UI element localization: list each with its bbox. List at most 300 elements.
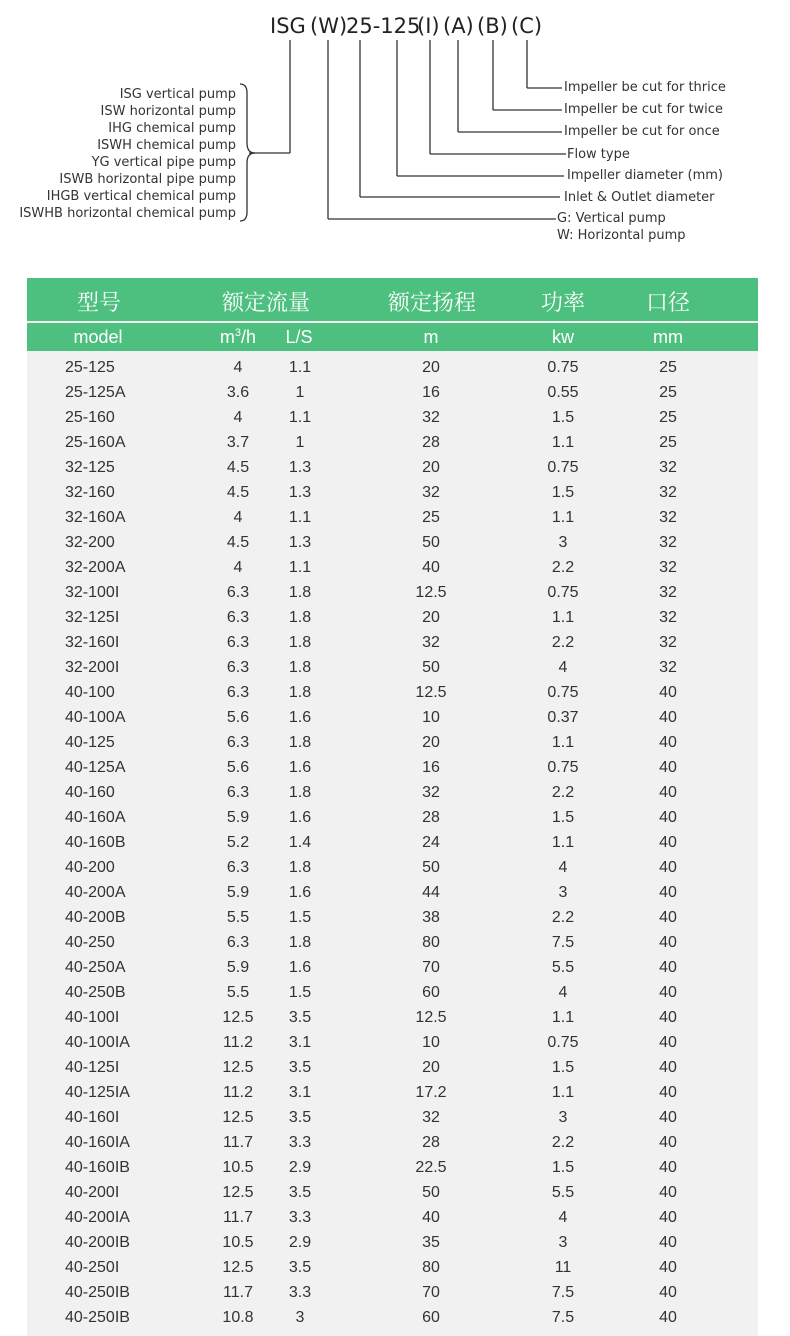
cell-flow-ls: 2.9	[288, 1159, 312, 1176]
cell-diameter: 40	[659, 1309, 677, 1326]
cell-model: 40-100	[65, 684, 115, 701]
code-part-cut-twice: (B)	[477, 14, 508, 38]
cell-diameter: 40	[659, 1234, 677, 1251]
cell-diameter: 40	[659, 959, 677, 976]
cell-flow-m3h: 4	[233, 409, 243, 426]
cell-flow-ls: 1.5	[288, 984, 312, 1001]
table-row	[27, 507, 758, 532]
cell-head: 32	[422, 409, 440, 426]
cell-flow-ls: 1	[295, 434, 305, 451]
cell-head: 12.5	[415, 684, 447, 701]
cell-power: 0.75	[547, 759, 579, 776]
cell-power: 1.5	[551, 1059, 575, 1076]
cell-flow-ls: 1.3	[288, 484, 312, 501]
code-part-horizontal: (W)	[310, 14, 348, 38]
cell-power: 2.2	[551, 559, 575, 576]
cell-model: 25-160A	[65, 434, 126, 451]
cell-model: 25-125A	[65, 384, 126, 401]
cell-power: 3	[558, 1109, 568, 1126]
cell-flow-m3h: 10.5	[222, 1234, 254, 1251]
cell-diameter: 40	[659, 759, 677, 776]
cell-head: 32	[422, 1109, 440, 1126]
cell-diameter: 40	[659, 1084, 677, 1101]
cell-flow-ls: 1.6	[288, 759, 312, 776]
cell-model: 40-200IA	[65, 1209, 130, 1226]
cell-flow-m3h: 10.8	[222, 1309, 254, 1326]
table-row	[27, 557, 758, 582]
cell-head: 44	[422, 884, 440, 901]
cell-power: 1.1	[551, 509, 575, 526]
table-row	[27, 607, 758, 632]
cell-flow-ls: 1.5	[288, 909, 312, 926]
cell-power: 4	[558, 1209, 568, 1226]
cell-power: 0.75	[547, 1034, 579, 1051]
cell-flow-m3h: 5.9	[226, 809, 250, 826]
cell-diameter: 40	[659, 809, 677, 826]
cell-power: 4	[558, 859, 568, 876]
cell-flow-m3h: 11.7	[223, 1209, 253, 1226]
cell-flow-ls: 1.8	[288, 859, 312, 876]
code-meaning-label: Flow type	[567, 147, 630, 162]
table-row	[27, 1082, 758, 1107]
cell-power: 7.5	[551, 934, 575, 951]
cell-flow-ls: 1.1	[288, 559, 312, 576]
cell-diameter: 40	[659, 1159, 677, 1176]
cell-diameter: 40	[659, 734, 677, 751]
table-row	[27, 707, 758, 732]
cell-diameter: 25	[659, 409, 677, 426]
cell-flow-ls: 1.1	[288, 359, 312, 376]
cell-power: 1.1	[551, 834, 575, 851]
cell-head: 32	[422, 784, 440, 801]
table-row	[27, 1107, 758, 1132]
cell-head: 12.5	[415, 1009, 447, 1026]
cell-head: 28	[422, 1134, 440, 1151]
table-header-units	[27, 323, 758, 351]
cell-diameter: 40	[659, 909, 677, 926]
cell-model: 40-200B	[65, 909, 126, 926]
table-row	[27, 857, 758, 882]
cell-flow-m3h: 5.6	[226, 759, 250, 776]
table-row	[27, 1032, 758, 1057]
cell-head: 38	[422, 909, 440, 926]
cell-power: 0.37	[547, 709, 579, 726]
cell-flow-m3h: 6.3	[226, 934, 250, 951]
cell-flow-ls: 1.6	[288, 709, 312, 726]
cell-flow-ls: 1.6	[288, 884, 312, 901]
cell-diameter: 40	[659, 834, 677, 851]
pump-series-label: ISG vertical pump	[119, 87, 236, 102]
cell-diameter: 40	[659, 709, 677, 726]
cell-model: 32-125	[65, 459, 115, 476]
cell-model: 32-160A	[65, 509, 126, 526]
cell-power: 2.2	[551, 634, 575, 651]
cell-diameter: 25	[659, 434, 677, 451]
table-row	[27, 1307, 758, 1332]
cell-power: 11	[554, 1259, 572, 1276]
cell-power: 1.1	[551, 734, 575, 751]
cell-flow-ls: 1.1	[288, 409, 312, 426]
cell-power: 5.5	[551, 959, 575, 976]
cell-flow-m3h: 12.5	[222, 1009, 254, 1026]
table-row	[27, 382, 758, 407]
cell-head: 17.2	[415, 1084, 447, 1101]
cell-model: 40-160IB	[65, 1159, 130, 1176]
cell-model: 40-125	[65, 734, 115, 751]
cell-flow-ls: 1.8	[288, 659, 312, 676]
cell-head: 20	[422, 459, 440, 476]
cell-head: 16	[422, 759, 440, 776]
cell-diameter: 40	[659, 1209, 677, 1226]
cell-model: 40-160IA	[65, 1134, 130, 1151]
cell-flow-ls: 1.8	[288, 784, 312, 801]
table-row	[27, 407, 758, 432]
cell-flow-ls: 1.3	[288, 534, 312, 551]
cell-flow-ls: 1.8	[288, 584, 312, 601]
table-row	[27, 757, 758, 782]
header-model-cn: 型号	[76, 291, 122, 316]
cell-flow-m3h: 6.3	[226, 859, 250, 876]
cell-power: 0.75	[547, 684, 579, 701]
table-row	[27, 1207, 758, 1232]
cell-power: 0.75	[547, 359, 579, 376]
model-code-diagram	[0, 0, 790, 262]
cell-diameter: 40	[659, 934, 677, 951]
header-flow-ls: L/S	[285, 327, 313, 347]
cell-flow-m3h: 12.5	[222, 1184, 254, 1201]
cell-diameter: 25	[659, 359, 677, 376]
cell-model: 40-200A	[65, 884, 126, 901]
cell-head: 20	[422, 734, 440, 751]
pump-series-label: ISWH chemical pump	[97, 138, 236, 153]
cell-head: 10	[422, 709, 440, 726]
table-row	[27, 582, 758, 607]
cell-flow-m3h: 4.5	[226, 534, 250, 551]
cell-model: 40-250IB	[65, 1284, 130, 1301]
cell-diameter: 40	[659, 784, 677, 801]
table-row	[27, 982, 758, 1007]
cell-model: 40-160I	[65, 1109, 120, 1126]
cell-flow-m3h: 12.5	[222, 1059, 254, 1076]
cell-model: 40-200I	[65, 1184, 120, 1201]
table-row	[27, 832, 758, 857]
cell-flow-ls: 1.8	[288, 934, 312, 951]
table-row	[27, 432, 758, 457]
cell-flow-ls: 3.3	[288, 1134, 312, 1151]
cell-flow-m3h: 6.3	[226, 684, 250, 701]
code-meaning-label: Impeller be cut for thrice	[564, 80, 726, 95]
cell-flow-m3h: 4	[233, 509, 243, 526]
cell-flow-ls: 1.3	[288, 459, 312, 476]
cell-head: 32	[422, 484, 440, 501]
cell-flow-m3h: 5.2	[226, 834, 250, 851]
cell-flow-m3h: 5.5	[226, 909, 250, 926]
cell-flow-ls: 3.5	[288, 1009, 312, 1026]
table-row	[27, 1157, 758, 1182]
cell-flow-m3h: 12.5	[222, 1259, 254, 1276]
cell-model: 40-200IB	[65, 1234, 130, 1251]
cell-power: 2.2	[551, 784, 575, 801]
cell-diameter: 40	[659, 1109, 677, 1126]
cell-flow-m3h: 5.9	[226, 959, 250, 976]
cell-head: 20	[422, 609, 440, 626]
cell-flow-m3h: 5.5	[226, 984, 250, 1001]
cell-flow-m3h: 4.5	[226, 459, 250, 476]
cell-diameter: 32	[659, 609, 677, 626]
table-row	[27, 782, 758, 807]
cell-flow-ls: 1	[295, 384, 305, 401]
cell-flow-m3h: 6.3	[226, 784, 250, 801]
code-part-series: ISG	[270, 14, 306, 38]
cell-head: 60	[422, 1309, 440, 1326]
cell-head: 50	[422, 1184, 440, 1201]
cell-power: 1.1	[551, 1009, 575, 1026]
table-row	[27, 807, 758, 832]
cell-flow-m3h: 5.6	[226, 709, 250, 726]
cell-flow-ls: 1.6	[288, 959, 312, 976]
cell-power: 0.75	[547, 584, 579, 601]
cell-head: 80	[422, 934, 440, 951]
cell-model: 25-125	[65, 359, 115, 376]
cell-head: 16	[422, 384, 440, 401]
pump-series-label: IHGB vertical chemical pump	[46, 189, 236, 204]
cell-flow-m3h: 4	[233, 559, 243, 576]
table-row	[27, 1232, 758, 1257]
cell-diameter: 40	[659, 684, 677, 701]
cell-model: 40-250IB	[65, 1309, 130, 1326]
code-meaning-label: Impeller be cut for once	[564, 124, 720, 139]
table-row	[27, 357, 758, 382]
code-meaning-label: Inlet & Outlet diameter	[564, 190, 715, 205]
cell-head: 60	[422, 984, 440, 1001]
cell-head: 40	[422, 559, 440, 576]
cell-head: 25	[422, 509, 440, 526]
cell-flow-ls: 1.8	[288, 609, 312, 626]
cell-model: 32-160	[65, 484, 115, 501]
pump-series-label: ISWHB horizontal chemical pump	[19, 206, 236, 221]
cell-head: 28	[422, 434, 440, 451]
table-row	[27, 1057, 758, 1082]
cell-model: 32-200A	[65, 559, 126, 576]
cell-model: 40-100I	[65, 1009, 120, 1026]
cell-head: 35	[422, 1234, 440, 1251]
table-row	[27, 1182, 758, 1207]
cell-power: 2.2	[551, 909, 575, 926]
code-meaning-label: G: Vertical pump	[557, 211, 666, 226]
cell-flow-m3h: 6.3	[226, 609, 250, 626]
cell-head: 20	[422, 359, 440, 376]
cell-power: 3	[558, 1234, 568, 1251]
cell-head: 20	[422, 1059, 440, 1076]
cell-diameter: 32	[659, 534, 677, 551]
table-row	[27, 632, 758, 657]
pump-series-label: YG vertical pipe pump	[91, 155, 236, 170]
cell-model: 40-100IA	[65, 1034, 130, 1051]
table-row	[27, 657, 758, 682]
cell-diameter: 40	[659, 1009, 677, 1026]
cell-diameter: 40	[659, 984, 677, 1001]
cell-power: 1.5	[551, 1159, 575, 1176]
header-flow-m3h: $m^3/h$	[219, 327, 257, 347]
cell-model: 40-250	[65, 934, 115, 951]
cell-flow-m3h: 4	[233, 359, 243, 376]
cell-model: 40-250I	[65, 1259, 120, 1276]
header-model-en: model	[73, 327, 123, 347]
cell-flow-m3h: 11.2	[223, 1084, 253, 1101]
code-part-cut-once: (A)	[443, 14, 474, 38]
cell-flow-m3h: 11.2	[223, 1034, 253, 1051]
cell-flow-m3h: 4.5	[226, 484, 250, 501]
table-header-cn	[27, 278, 758, 321]
cell-diameter: 40	[659, 1034, 677, 1051]
cell-model: 32-125I	[65, 609, 120, 626]
cell-flow-m3h: 10.5	[222, 1159, 254, 1176]
cell-model: 40-125IA	[65, 1084, 130, 1101]
cell-model: 40-160	[65, 784, 115, 801]
cell-flow-ls: 1.8	[288, 684, 312, 701]
table-row	[27, 1132, 758, 1157]
cell-model: 40-100A	[65, 709, 126, 726]
cell-flow-ls: 1.8	[288, 634, 312, 651]
cell-diameter: 40	[659, 859, 677, 876]
cell-flow-ls: 1.4	[288, 834, 312, 851]
cell-diameter: 32	[659, 634, 677, 651]
cell-head: 32	[422, 634, 440, 651]
code-part-flow-type: (I)	[417, 14, 440, 38]
cell-power: 2.2	[551, 1134, 575, 1151]
cell-head: 10	[422, 1034, 440, 1051]
cell-head: 80	[422, 1259, 440, 1276]
cell-flow-m3h: 6.3	[226, 584, 250, 601]
header-power-cn: 功率	[540, 291, 586, 316]
table-row	[27, 482, 758, 507]
cell-diameter: 32	[659, 584, 677, 601]
code-meaning-label: Impeller diameter (mm)	[567, 168, 723, 183]
cell-diameter: 40	[659, 884, 677, 901]
cell-power: 7.5	[551, 1284, 575, 1301]
cell-power: 7.5	[551, 1309, 575, 1326]
code-meaning-label: Impeller be cut for twice	[564, 102, 723, 117]
cell-power: 0.55	[547, 384, 579, 401]
cell-flow-m3h: 6.3	[226, 734, 250, 751]
cell-flow-ls: 3.5	[288, 1259, 312, 1276]
table-row	[27, 1007, 758, 1032]
cell-flow-ls: 3.3	[288, 1209, 312, 1226]
cell-head: 50	[422, 534, 440, 551]
cell-flow-m3h: 12.5	[222, 1109, 254, 1126]
cell-flow-ls: 1.6	[288, 809, 312, 826]
cell-diameter: 32	[659, 459, 677, 476]
table-row	[27, 532, 758, 557]
code-part-size: 25-125	[346, 14, 421, 38]
cell-head: 12.5	[415, 584, 447, 601]
cell-flow-ls: 3.5	[288, 1109, 312, 1126]
cell-diameter: 40	[659, 1134, 677, 1151]
cell-head: 50	[422, 659, 440, 676]
table-row	[27, 882, 758, 907]
cell-flow-ls: 3.3	[288, 1284, 312, 1301]
cell-power: 4	[558, 659, 568, 676]
cell-diameter: 32	[659, 559, 677, 576]
header-diameter-cn: 口径	[645, 291, 691, 316]
cell-flow-ls: 3	[295, 1309, 305, 1326]
cell-flow-m3h: 5.9	[226, 884, 250, 901]
cell-power: 1.5	[551, 484, 575, 501]
cell-head: 40	[422, 1209, 440, 1226]
table-row	[27, 1257, 758, 1282]
cell-model: 40-160B	[65, 834, 126, 851]
cell-diameter: 40	[659, 1184, 677, 1201]
table-row	[27, 457, 758, 482]
header-diameter-unit: mm	[653, 327, 683, 347]
cell-diameter: 40	[659, 1284, 677, 1301]
table-row	[27, 682, 758, 707]
table-row	[27, 907, 758, 932]
cell-power: 3	[558, 534, 568, 551]
cell-power: 1.1	[551, 1084, 575, 1101]
cell-power: 1.5	[551, 409, 575, 426]
cell-flow-m3h: 6.3	[226, 659, 250, 676]
table-row	[27, 1282, 758, 1307]
table-row	[27, 732, 758, 757]
cell-model: 40-250B	[65, 984, 126, 1001]
cell-power: 1.1	[551, 609, 575, 626]
cell-flow-m3h: 3.6	[226, 384, 250, 401]
table-row	[27, 957, 758, 982]
cell-power: 3	[558, 884, 568, 901]
cell-diameter: 25	[659, 384, 677, 401]
cell-head: 22.5	[415, 1159, 447, 1176]
cell-model: 40-250A	[65, 959, 126, 976]
cell-diameter: 40	[659, 1259, 677, 1276]
cell-model: 40-125A	[65, 759, 126, 776]
cell-flow-ls: 1.1	[288, 509, 312, 526]
cell-power: 5.5	[551, 1184, 575, 1201]
pump-series-label: IHG chemical pump	[108, 121, 236, 136]
cell-flow-ls: 1.8	[288, 734, 312, 751]
header-head-unit: m	[423, 327, 439, 347]
cell-diameter: 32	[659, 509, 677, 526]
cell-head: 24	[422, 834, 440, 851]
cell-power: 0.75	[547, 459, 579, 476]
cell-diameter: 32	[659, 659, 677, 676]
cell-power: 1.1	[551, 434, 575, 451]
cell-head: 70	[422, 959, 440, 976]
cell-model: 40-200	[65, 859, 115, 876]
cell-flow-ls: 3.5	[288, 1059, 312, 1076]
cell-flow-m3h: 11.7	[223, 1134, 253, 1151]
cell-flow-m3h: 11.7	[223, 1284, 253, 1301]
cell-flow-ls: 3.5	[288, 1184, 312, 1201]
cell-model: 32-100I	[65, 584, 120, 601]
cell-flow-m3h: 3.7	[226, 434, 250, 451]
cell-model: 32-200	[65, 534, 115, 551]
cell-model: 25-160	[65, 409, 115, 426]
cell-model: 40-160A	[65, 809, 126, 826]
header-head-cn: 额定扬程	[387, 291, 477, 316]
code-part-cut-thrice: (C)	[511, 14, 543, 38]
cell-flow-ls: 2.9	[288, 1234, 312, 1251]
cell-power: 1.5	[551, 809, 575, 826]
cell-diameter: 32	[659, 484, 677, 501]
cell-flow-m3h: 6.3	[226, 634, 250, 651]
cell-head: 28	[422, 809, 440, 826]
pump-series-label: ISWB horizontal pipe pump	[59, 172, 236, 187]
code-meaning-label: W: Horizontal pump	[557, 228, 686, 243]
cell-flow-ls: 3.1	[288, 1034, 312, 1051]
cell-diameter: 40	[659, 1059, 677, 1076]
header-power-unit: kw	[552, 327, 574, 347]
